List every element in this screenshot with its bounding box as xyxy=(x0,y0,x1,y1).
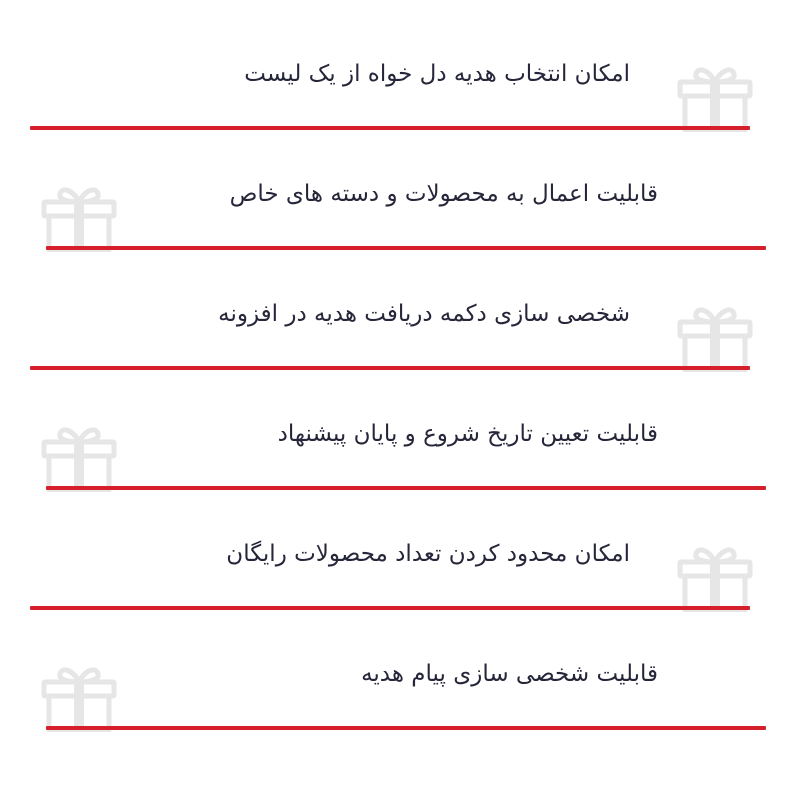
feature-item xyxy=(0,120,800,240)
feature-label: قابلیت اعمال به محصولات و دسته های خاص xyxy=(229,181,658,207)
red-divider xyxy=(46,726,766,730)
feature-item xyxy=(0,0,800,120)
feature-item xyxy=(0,480,800,600)
gift-icon xyxy=(40,662,118,732)
feature-label: امکان محدود کردن تعداد محصولات رایگان xyxy=(226,541,630,567)
feature-label: قابلیت تعیین تاریخ شروع و پایان پیشنهاد xyxy=(277,421,658,447)
feature-item xyxy=(0,600,800,720)
feature-item xyxy=(0,360,800,480)
feature-item xyxy=(0,240,800,360)
feature-label: امکان انتخاب هدیه دل خواه از یک لیست xyxy=(244,61,630,87)
feature-label: قابلیت شخصی سازی پیام هدیه xyxy=(361,661,658,687)
feature-label: شخصی سازی دکمه دریافت هدیه در افزونه xyxy=(218,301,630,327)
